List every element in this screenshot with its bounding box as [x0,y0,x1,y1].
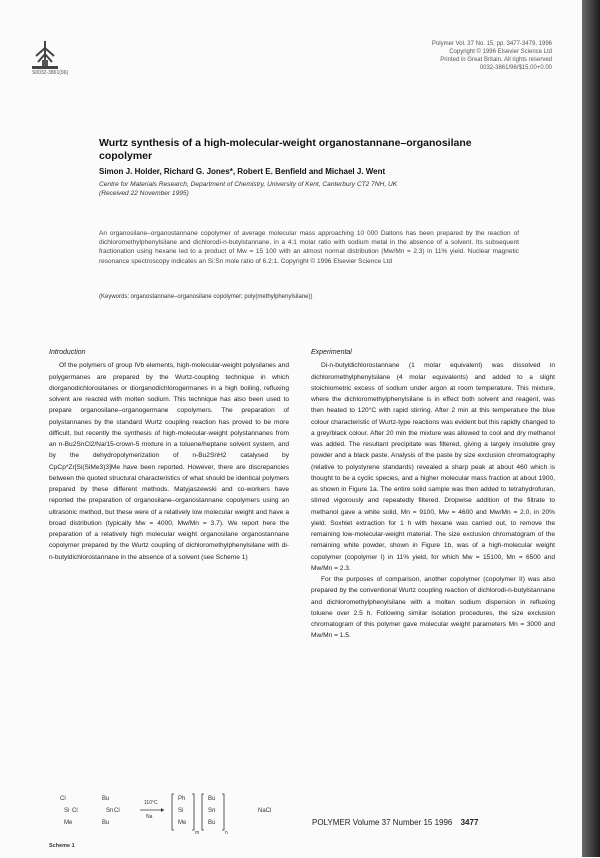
page-footer [312,818,548,827]
chem-label: Bu [102,796,110,802]
publisher-info [372,40,552,72]
chem-label: Bu [208,796,216,802]
elsevier-logo-icon [30,38,60,72]
scan-edge-shadow [582,0,600,857]
publisher-line: Printed in Great Britain. All rights reserved [440,57,552,63]
publisher-line: Copyright © 1996 Elsevier Science Ltd [449,49,552,55]
keywords: (Keywords: organostannane–organosilane copolymer; poly(methylphenylsilane)) [99,294,313,300]
chem-label: Si [178,808,184,814]
chem-label: n [225,830,228,836]
product-label: NaCl [258,808,272,814]
article-authors: Simon J. Holder, Richard G. Jones*, Robert E. Benfield and Michael J. Went [99,167,386,176]
section-heading-introduction: Introduction [49,349,86,356]
chem-label: Bu [208,820,216,826]
chem-label: Sn [208,808,216,814]
journal-footer: POLYMER Volume 37 Number 15 1996 [312,818,453,827]
experimental-text: For the purposes of comparison, another copolymer (copolymer II) was also prepared by the conventional Wurtz coupling reaction of dichlorodi-n-butylstannane and dichloromethylphenylsilane with a molten sodium dispersion in refluxing toluene over 2.5 h. Following similar isolation procedures, the size exclusion chromatogram of this polymer gave molecular weight parameters Mn = 3000 and Mw/Mn = 1.5. [311,576,555,640]
abstract: An organosilane–organostannane copolymer of average molecular mass approaching 10 000 Daltons has been prepared by the reaction of dichloromethylphenylsilane and dichlorodi-n-butylstannane, in a 4:1 molar ratio with sodium metal in the absence of a solvent. Its subsequent fractionation using hexane led to a product of Mw = 15 100 with an almost normal distribution (Mw/Mn = 2.3) in 11% yield. Nuclear magnetic resonance spectroscopy indicates an Si:Sn mole ratio of 6.2:1. Copyright © 1996 Elsevier Science Ltd [99,230,519,265]
scheme-label: Scheme 1 [49,843,75,849]
experimental-text: Di-n-butyldichlorostannane (1 molar equivalent) was dissolved in dichloromethylphenylsilane (4 molar equivalents) and added to a slight stoichiometric excess of sodium under argon at room temperature. This mixture, where the dichloromethylphenylsilane is in effect both solvent and reagent, was then heated to 120°C with rapid stirring. After 2 min at this temperature the blue colour characteristic of Wurtz-type reactions was evident but this rapidly changed to a grey/black colour. After 20 min the mixture was allowed to cool and dry methanol was added. The resultant precipitate was filtered, giving a largely insoluble grey powder and a black paste. Analysis of the paste by size exclusion chromatography (relative to polystyrene standards) revealed a sharp peak at about 460 which is thought to be a cyclic species, and a higher molecular mass fraction at about 1900, as shown in Figure 1a. The entire solid sample was then added to tetrahydrofuran, stirred vigorously and repeatedly filtered. Dropwise addition of the filtrate to methanol gave a white solid, Mn = 9100, Mw = 4600 and Mw/Mn = 2.0, in 20% yield. Soxhlet extraction for 1 h with hexane was carried out, to remove the remaining low-molecular-weight material. The size exclusion chromatogram of the remaining white powder, shown in Figure 1b, was of a high-molecular weight copolymer (copolymer I) in 11% yield, for which Mw = 15100, Mn = 6500 and Mw/Mn = 2.3. [311,362,555,572]
chem-label: Me [178,820,187,826]
reaction-scheme [58,790,308,858]
publisher-line: 0032-3861/96/$15.00+0.00 [479,65,552,71]
section-heading-experimental: Experimental [311,349,352,356]
affiliation-block [99,180,519,198]
reagent-label: 110°C [144,800,158,806]
left-column [49,347,289,563]
logo-code: S0032-3861(96) [32,70,69,76]
chem-label: Cl [114,808,120,814]
chem-label: Ph [178,796,186,802]
affiliation: Centre for Materials Research, Department of Chemistry, University of Kent, Canterbury CT2 7NH, UK [99,181,398,188]
chem-label: m [195,830,200,836]
received-date: (Received 22 November 1995) [99,190,189,197]
chem-label: Sn [106,808,114,814]
reagent-label: Na [146,814,153,820]
chem-label: Si [64,808,70,814]
page-number: 3477 [460,818,479,827]
article-title: Wurtz synthesis of a high-molecular-weight organostannane–organosilane copolymer [99,137,472,162]
introduction-text: Of the polymers of group IVb elements, high-molecular-weight polysilanes and polygermanes are prepared by the Wurtz-coupling technique in which diorganodichlorosilanes or diorganodichlorogermanes in a high boiling, refluxing solvent are reacted with molten sodium. This technique has also been used to prepare organosilane–organogermane copolymers. The preparation of polystannanes by the standard Wurtz coupling reaction has proved to be more difficult, but recently the synthesis of high-molecular-weight polystannanes from an n-Bu2SnCl2/Na/15-crown-5 mixture in a toluene/heptane solvent system, and by the dehydropolymerization of n-Bu2SnH2 catalysed by CpCp*Zr[Si(SiMe3)3]Me have been reported. However, there are discrepancies between the quoted structural characteristics of what should be identical polymers prepared by these different methods. Matyjaszewski and co-workers have reported the preparation of organosilane–organostannane copolymers using an ultrasonic method, but these were of a relatively low molecular weight and have a broad distribution (typically Mw = 4000, Mw/Mn = 3.7). We report here the preparation of a relatively high molecular weight organosilane organostannane copolymer prepared by the Wurtz coupling of dichloromethylphenylsilane with di-n-butyldichlorostannane in the absence of a solvent (see Scheme 1) [49,362,289,561]
chem-label: Me [64,820,73,826]
chem-label: Bu [102,820,110,826]
publisher-line: Polymer Vol. 37 No. 15, pp. 3477-3479, 1996 [431,41,552,47]
chem-label: Cl [72,808,78,814]
chem-label: Cl [60,796,66,802]
right-column [311,347,555,642]
